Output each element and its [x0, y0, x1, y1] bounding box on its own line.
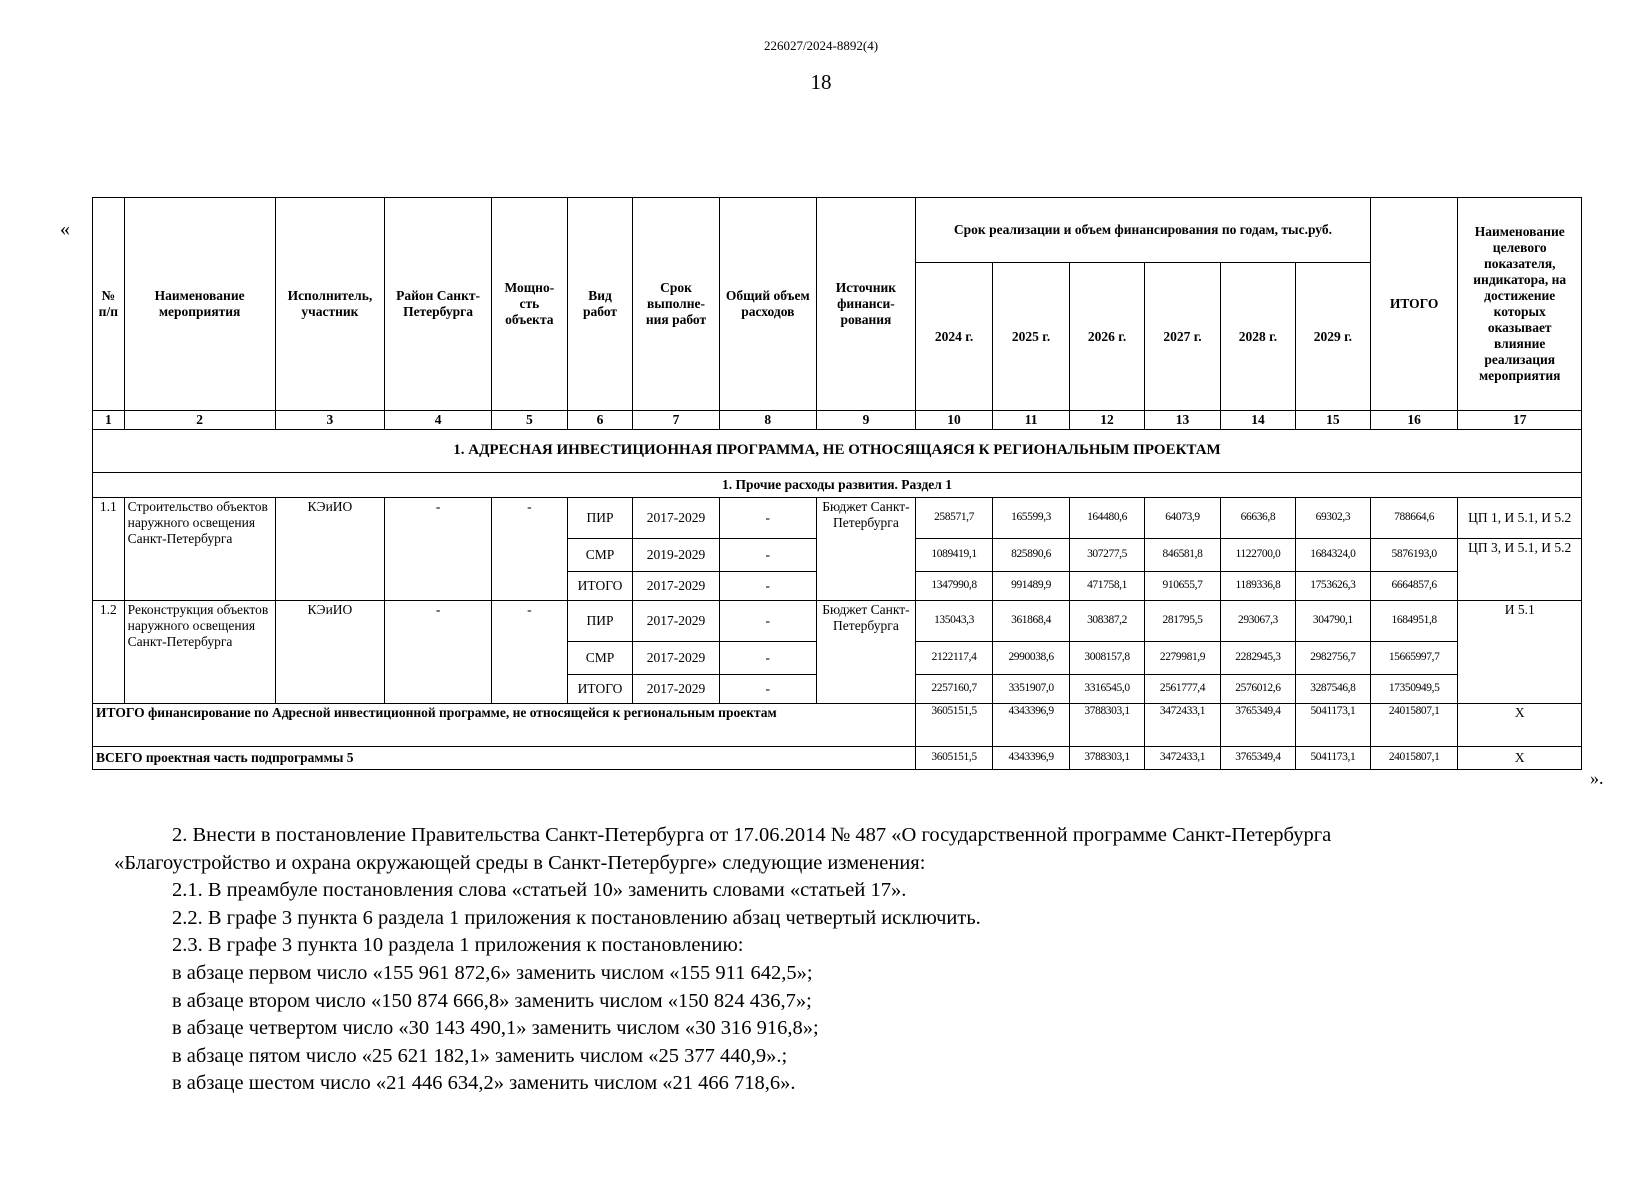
col-number: 11 — [993, 411, 1070, 430]
indicator: ЦП 3, И 5.1, И 5.2 — [1458, 538, 1582, 600]
indicator: И 5.1 — [1458, 600, 1582, 703]
value-2027: 2561777,4 — [1145, 674, 1221, 703]
value-2025: 3351907,0 — [993, 674, 1070, 703]
work-term: 2019-2029 — [633, 538, 720, 571]
value-2025: 4343396,9 — [993, 703, 1070, 746]
work-term: 2017-2029 — [633, 674, 720, 703]
header-name: Наименование мероприятия — [124, 198, 275, 411]
subsection-title-row — [93, 472, 1582, 497]
closing-quote: ». — [1590, 768, 1604, 788]
value-2026: 164480,6 — [1070, 497, 1145, 538]
paragraph: 2.1. В преамбуле постановления слова «статьей 10» заменить словами «статьей 17». — [172, 879, 907, 902]
item-capacity: - — [491, 600, 567, 703]
header-indicator: Наименование целевого показателя, индикатора, на достижение которых оказывает влияние реализация мероприятия — [1458, 198, 1582, 411]
value-2029: 304790,1 — [1295, 600, 1370, 641]
value-2024: 2257160,7 — [916, 674, 993, 703]
total-label: ВСЕГО проектная часть подпрограммы 5 — [93, 746, 916, 769]
col-number: 3 — [275, 411, 385, 430]
column-numbers-row — [93, 411, 1582, 430]
value-2025: 825890,6 — [993, 538, 1070, 571]
value-2024: 3605151,5 — [916, 703, 993, 746]
value-total: 17350949,5 — [1370, 674, 1458, 703]
value-2027: 910655,7 — [1145, 571, 1221, 600]
document-number: 226027/2024-8892(4) — [763, 38, 879, 53]
amendments-text — [114, 822, 1552, 1098]
header-work-type: Вид работ — [567, 198, 632, 411]
paragraph: 2.2. В графе 3 пункта 6 раздела 1 приложения к постановлению абзац четвертый исключить. — [172, 906, 981, 929]
work-term: 2017-2029 — [633, 641, 720, 674]
header-year-2027: 2027 г. — [1145, 263, 1221, 411]
header-executor: Исполнитель, участник — [275, 198, 385, 411]
work-type: СМР — [567, 538, 632, 571]
item-district: - — [385, 600, 492, 703]
value-2026: 307277,5 — [1070, 538, 1145, 571]
item-district: - — [385, 497, 492, 600]
value-2024: 1347990,8 — [916, 571, 993, 600]
financing-table — [92, 197, 1582, 770]
header-year-2024: 2024 г. — [916, 263, 993, 411]
col-number: 1 — [93, 411, 125, 430]
total-volume: - — [719, 571, 816, 600]
col-number: 6 — [567, 411, 632, 430]
total-volume: - — [719, 674, 816, 703]
col-number: 17 — [1458, 411, 1582, 430]
value-2026: 308387,2 — [1070, 600, 1145, 641]
col-number: 2 — [124, 411, 275, 430]
col-number: 12 — [1070, 411, 1145, 430]
work-type: ПИР — [567, 600, 632, 641]
value-2024: 3605151,5 — [916, 746, 993, 769]
value-total: 24015807,1 — [1370, 703, 1458, 746]
item-executor: КЭиИО — [275, 497, 385, 600]
value-2029: 2982756,7 — [1295, 641, 1370, 674]
value-total: 788664,6 — [1370, 497, 1458, 538]
header-source: Источник финанси-рования — [816, 198, 915, 411]
header-district: Район Санкт-Петербурга — [385, 198, 492, 411]
value-2027: 846581,8 — [1145, 538, 1221, 571]
col-number: 7 — [633, 411, 720, 430]
value-2026: 3316545,0 — [1070, 674, 1145, 703]
total-volume: - — [719, 497, 816, 538]
value-total: 1684951,8 — [1370, 600, 1458, 641]
work-type: СМР — [567, 641, 632, 674]
item-name: Реконструкция объектов наружного освещения Санкт-Петербурга — [124, 600, 275, 703]
value-2025: 361868,4 — [993, 600, 1070, 641]
paragraph: в абзаце первом число «155 961 872,6» заменить числом «155 911 642,5»; — [172, 961, 813, 984]
section-title-row — [93, 429, 1582, 472]
value-2027: 2279981,9 — [1145, 641, 1221, 674]
header-year-2026: 2026 г. — [1070, 263, 1145, 411]
paragraph: в абзаце шестом число «21 446 634,2» заменить числом «21 466 718,6». — [172, 1072, 796, 1095]
paragraph: 2. Внести в постановление Правительства Санкт-Петербурга от 17.06.2014 № 487 «О государственной программе Санкт-Петербурга — [172, 824, 1332, 846]
value-2029: 5041173,1 — [1295, 703, 1370, 746]
col-number: 10 — [916, 411, 993, 430]
page-number: 18 — [810, 70, 832, 94]
value-2026: 3788303,1 — [1070, 703, 1145, 746]
value-2026: 3008157,8 — [1070, 641, 1145, 674]
value-total: 6664857,6 — [1370, 571, 1458, 600]
value-2029: 1684324,0 — [1295, 538, 1370, 571]
paragraph: в абзаце пятом число «25 621 182,1» заменить числом «25 377 440,9».; — [172, 1044, 788, 1067]
value-2028: 3765349,4 — [1220, 703, 1295, 746]
header-itogo: ИТОГО — [1370, 198, 1458, 411]
table-row — [93, 600, 1582, 641]
value-2027: 3472433,1 — [1145, 703, 1221, 746]
value-2028: 2282945,3 — [1220, 641, 1295, 674]
value-2029: 69302,3 — [1295, 497, 1370, 538]
value-2025: 991489,9 — [993, 571, 1070, 600]
total-label: ИТОГО финансирование по Адресной инвестиционной программе, не относящейся к региональным проектам — [93, 703, 916, 746]
value-2028: 66636,8 — [1220, 497, 1295, 538]
col-number: 5 — [491, 411, 567, 430]
paragraph: «Благоустройство и охрана окружающей среды в Санкт-Петербурге» следующие изменения: — [114, 851, 926, 874]
total-volume: - — [719, 538, 816, 571]
indicator: Х — [1458, 746, 1582, 769]
value-2024: 2122117,4 — [916, 641, 993, 674]
indicator: Х — [1458, 703, 1582, 746]
header-total-volume: Общий объем расходов — [719, 198, 816, 411]
total-row — [93, 703, 1582, 746]
work-term: 2017-2029 — [633, 571, 720, 600]
value-total: 5876193,0 — [1370, 538, 1458, 571]
item-executor: КЭиИО — [275, 600, 385, 703]
col-number: 15 — [1295, 411, 1370, 430]
section-title: 1. АДРЕСНАЯ ИНВЕСТИЦИОННАЯ ПРОГРАММА, НЕ ОТНОСЯЩАЯСЯ К РЕГИОНАЛЬНЫМ ПРОЕКТАМ — [93, 429, 1582, 472]
value-2025: 2990038,6 — [993, 641, 1070, 674]
item-number: 1.1 — [93, 497, 125, 600]
value-total: 24015807,1 — [1370, 746, 1458, 769]
col-number: 9 — [816, 411, 915, 430]
funding-source: Бюджет Санкт-Петербурга — [816, 497, 915, 600]
work-type: ИТОГО — [567, 674, 632, 703]
value-2026: 3788303,1 — [1070, 746, 1145, 769]
header-year-2025: 2025 г. — [993, 263, 1070, 411]
paragraph: в абзаце втором число «150 874 666,8» заменить числом «150 824 436,7»; — [172, 989, 812, 1012]
header-years-group: Срок реализации и объем финансирования по годам, тыс.руб. — [916, 198, 1371, 263]
total-row — [93, 746, 1582, 769]
value-2024: 258571,7 — [916, 497, 993, 538]
value-2027: 64073,9 — [1145, 497, 1221, 538]
value-2028: 3765349,4 — [1220, 746, 1295, 769]
header-num: № п/п — [93, 198, 125, 411]
work-type: ПИР — [567, 497, 632, 538]
value-2024: 1089419,1 — [916, 538, 993, 571]
subsection-title: 1. Прочие расходы развития. Раздел 1 — [93, 472, 1582, 497]
value-2025: 4343396,9 — [993, 746, 1070, 769]
value-total: 15665997,7 — [1370, 641, 1458, 674]
col-number: 8 — [719, 411, 816, 430]
opening-quote: « — [60, 218, 70, 240]
value-2028: 1189336,8 — [1220, 571, 1295, 600]
item-capacity: - — [491, 497, 567, 600]
col-number: 16 — [1370, 411, 1458, 430]
table-row — [93, 497, 1582, 538]
item-number: 1.2 — [93, 600, 125, 703]
funding-source: Бюджет Санкт-Петербурга — [816, 600, 915, 703]
col-number: 13 — [1145, 411, 1221, 430]
header-capacity: Мощно-сть объекта — [491, 198, 567, 411]
paragraph: в абзаце четвертом число «30 143 490,1» заменить числом «30 316 916,8»; — [172, 1017, 819, 1040]
col-number: 14 — [1220, 411, 1295, 430]
value-2028: 1122700,0 — [1220, 538, 1295, 571]
value-2028: 2576012,6 — [1220, 674, 1295, 703]
value-2027: 281795,5 — [1145, 600, 1221, 641]
work-term: 2017-2029 — [633, 497, 720, 538]
value-2028: 293067,3 — [1220, 600, 1295, 641]
value-2029: 5041173,1 — [1295, 746, 1370, 769]
value-2026: 471758,1 — [1070, 571, 1145, 600]
total-volume: - — [719, 600, 816, 641]
paragraph: 2.3. В графе 3 пункта 10 раздела 1 приложения к постановлению: — [172, 934, 744, 957]
value-2027: 3472433,1 — [1145, 746, 1221, 769]
header-year-2029: 2029 г. — [1295, 263, 1370, 411]
item-name: Строительство объектов наружного освещения Санкт-Петербурга — [124, 497, 275, 600]
col-number: 4 — [385, 411, 492, 430]
header-term: Срок выполне-ния работ — [633, 198, 720, 411]
work-term: 2017-2029 — [633, 600, 720, 641]
value-2025: 165599,3 — [993, 497, 1070, 538]
value-2024: 135043,3 — [916, 600, 993, 641]
total-volume: - — [719, 641, 816, 674]
header-year-2028: 2028 г. — [1220, 263, 1295, 411]
value-2029: 3287546,8 — [1295, 674, 1370, 703]
indicator: ЦП 1, И 5.1, И 5.2 — [1458, 497, 1582, 538]
work-type: ИТОГО — [567, 571, 632, 600]
value-2029: 1753626,3 — [1295, 571, 1370, 600]
header-row — [93, 198, 1582, 263]
